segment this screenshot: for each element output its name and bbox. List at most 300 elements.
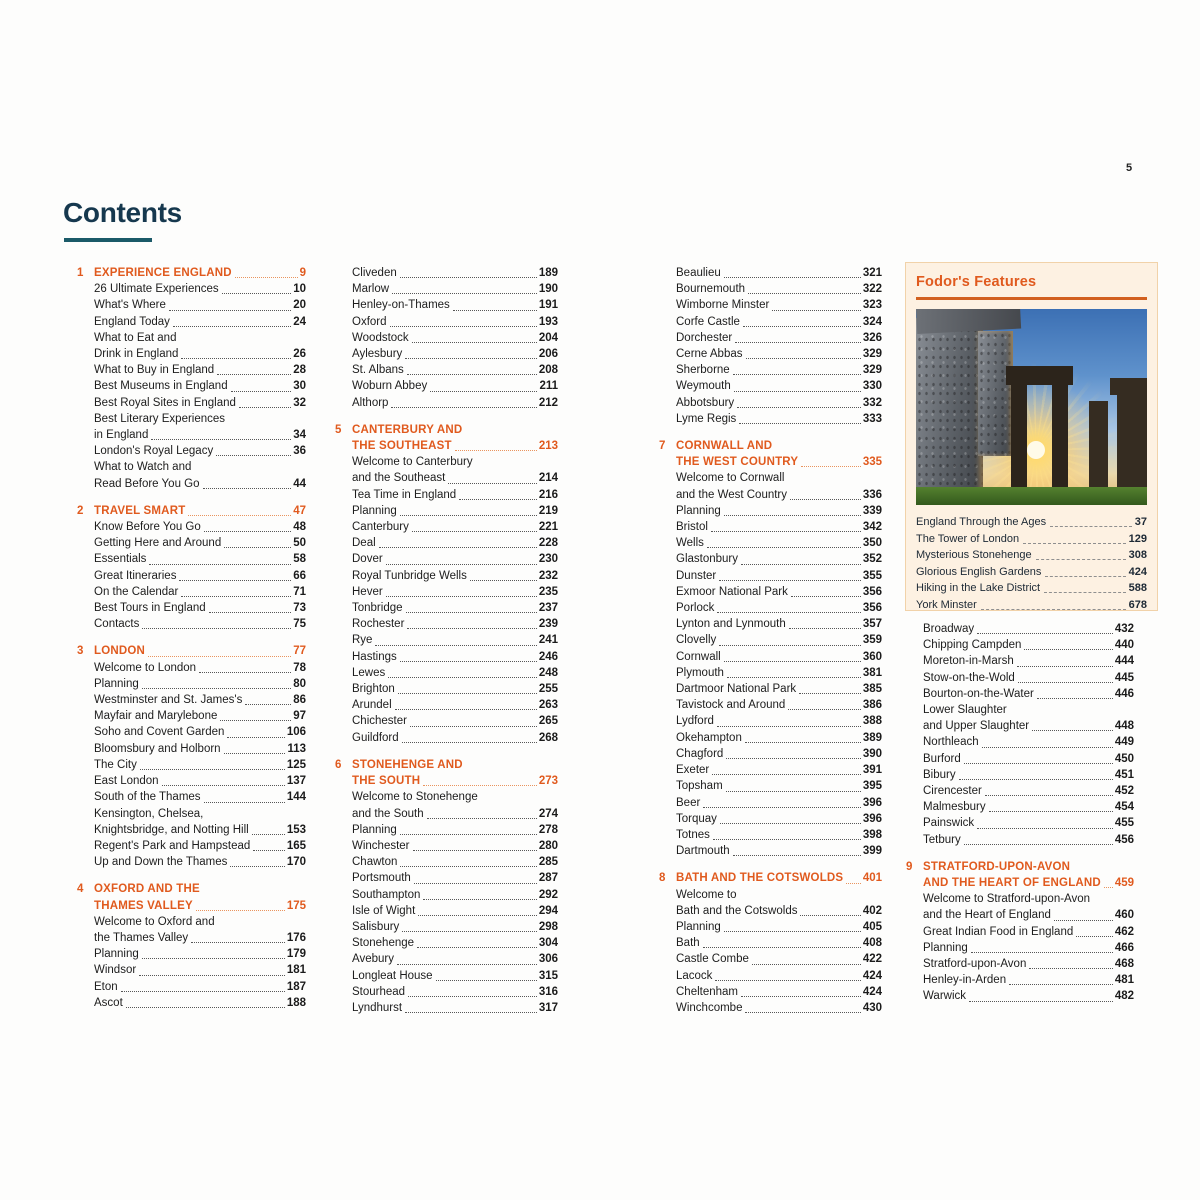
toc-entry-page-number: 332: [862, 396, 882, 409]
dotted-leader: [801, 466, 861, 467]
toc-entry: [676, 378, 882, 394]
toc-entry-page-number: 278: [538, 823, 558, 836]
toc-entry: [923, 637, 1134, 653]
toc-section-heading-label: THE SOUTHEAST: [352, 440, 452, 453]
toc-entry: [352, 838, 558, 854]
dotted-leader: [179, 580, 291, 581]
features-item-page-number: 129: [1128, 532, 1147, 545]
dotted-leader: [711, 531, 861, 532]
toc-entry-label: What to Eat and: [94, 331, 177, 344]
toc-entry-label: Longleat House: [352, 969, 433, 982]
toc-entry-page-number: 306: [538, 953, 558, 966]
toc-entry-page-number: 193: [538, 315, 558, 328]
dotted-leader: [726, 791, 861, 792]
toc-entry-page-number: 204: [538, 331, 558, 344]
dotted-leader: [400, 834, 537, 835]
dotted-leader: [741, 996, 861, 997]
toc-entry: [94, 395, 306, 411]
dotted-leader: [1029, 968, 1112, 969]
toc-entry-label: Soho and Covent Garden: [94, 726, 225, 739]
toc-entry: [352, 487, 558, 503]
toc-section-9: [906, 859, 1134, 1005]
toc-section-heading: [352, 438, 558, 454]
toc-entry-page-number: 66: [293, 569, 306, 582]
toc-section-heading: [77, 503, 306, 519]
toc-entry-label: Planning: [352, 823, 397, 836]
toc-entry-label: Guildford: [352, 731, 399, 744]
toc-entry-page-number: 10: [293, 283, 306, 296]
toc-entry: [94, 979, 306, 995]
toc-entry-page-number: 228: [538, 537, 558, 550]
toc-entry-page-number: 216: [538, 488, 558, 501]
dotted-leader: [1009, 984, 1113, 985]
toc-entry-label: Planning: [352, 504, 397, 517]
toc-entry: [352, 697, 558, 713]
toc-entry-page-number: 322: [862, 283, 882, 296]
toc-entry-page-number: 388: [862, 715, 882, 728]
dotted-leader: [1076, 936, 1113, 937]
toc-entry-page-number: 190: [538, 283, 558, 296]
dotted-leader: [149, 564, 291, 565]
toc-entry: [352, 935, 558, 951]
toc-entry-page-number: 97: [293, 710, 306, 723]
toc-entry-page-number: 232: [538, 569, 558, 582]
toc-entry: [352, 281, 558, 297]
dotted-leader: [220, 720, 291, 721]
toc-entry-label: Welcome to Canterbury: [352, 456, 473, 469]
toc-entry-label: England Today: [94, 315, 170, 328]
toc-entry-label: Cirencester: [923, 785, 982, 798]
toc-entry-page-number: 360: [862, 650, 882, 663]
dotted-leader: [1036, 559, 1126, 560]
toc-entry-label: Henley-on-Thames: [352, 299, 450, 312]
dotted-leader: [788, 709, 860, 710]
toc-entry-page-number: 445: [1114, 671, 1134, 684]
dotted-leader: [222, 293, 292, 294]
toc-entry-page-number: 356: [862, 602, 882, 615]
toc-entry-label: Bath and the Cotswolds: [676, 904, 798, 917]
toc-entry-label: Painswick: [923, 817, 975, 830]
toc-entry: [352, 919, 558, 935]
toc-entry-label: Welcome to London: [94, 661, 197, 674]
dotted-leader: [727, 677, 861, 678]
toc-entry-label: Windsor: [94, 964, 137, 977]
dotted-leader: [1037, 698, 1113, 699]
toc-entry: [676, 968, 882, 984]
toc-entry: [923, 686, 1134, 702]
toc-entry: [352, 330, 558, 346]
toc-entry-label: Regent's Park and Hampstead: [94, 839, 251, 852]
toc-entry: [94, 962, 306, 978]
toc-section-heading-page-number: 401: [862, 872, 882, 885]
toc-entry-label: Avebury: [352, 953, 394, 966]
toc-entry-page-number: 352: [862, 553, 882, 566]
toc-entry-label: Getting Here and Around: [94, 537, 222, 550]
features-item-label: The Tower of London: [916, 532, 1020, 545]
dotted-leader: [231, 391, 292, 392]
toc-entry: [923, 924, 1134, 940]
toc-section-heading-label: CORNWALL AND: [676, 440, 773, 453]
toc-entry-label: What's Where: [94, 299, 166, 312]
toc-entry-page-number: 381: [862, 666, 882, 679]
toc-entry: [923, 815, 1134, 831]
features-item: [916, 514, 1147, 531]
toc-entry: [352, 470, 558, 486]
toc-entry: [352, 503, 558, 519]
toc-entry-label: Tea Time in England: [352, 488, 457, 501]
toc-entry: [676, 713, 882, 729]
toc-entry-label: Up and Down the Thames: [94, 856, 228, 869]
toc-entry-label: Lynton and Lynmouth: [676, 618, 786, 631]
dotted-leader: [707, 547, 861, 548]
toc-entry-label: Bristol: [676, 521, 708, 534]
toc-entry-page-number: 165: [286, 839, 306, 852]
features-item-page-number: 308: [1128, 549, 1147, 561]
toc-entry-label: Planning: [94, 948, 139, 961]
toc-entry-label: and the West Country: [676, 488, 788, 501]
features-item: [916, 580, 1147, 597]
toc-entry-page-number: 221: [538, 521, 558, 534]
toc-entry-label: Woburn Abbey: [352, 380, 428, 393]
dotted-leader: [407, 374, 537, 375]
toc-entry: [94, 914, 306, 930]
toc-entry-label: Lower Slaughter: [923, 704, 1007, 717]
toc-entry-page-number: 294: [538, 904, 558, 917]
toc-entry-label: in England: [94, 429, 149, 442]
dotted-leader: [1104, 887, 1113, 888]
toc-entry-page-number: 385: [862, 683, 882, 696]
toc-entry: [676, 535, 882, 551]
toc-entry: [352, 854, 558, 870]
toc-entry: [352, 681, 558, 697]
dotted-leader: [735, 342, 861, 343]
toc-entry-page-number: 50: [293, 537, 306, 550]
toc-entry: [676, 1000, 882, 1016]
dotted-leader: [1018, 682, 1113, 683]
dotted-leader: [142, 958, 285, 959]
toc-entry-label: Cornwall: [676, 650, 721, 663]
toc-entry-page-number: 44: [293, 477, 306, 490]
toc-entry: [676, 919, 882, 935]
toc-entry-page-number: 329: [862, 348, 882, 361]
dotted-leader: [977, 828, 1113, 829]
dotted-leader: [719, 580, 861, 581]
dotted-leader: [224, 753, 286, 754]
toc-entry: [352, 600, 558, 616]
dotted-leader: [239, 407, 291, 408]
toc-section-heading-label: THE WEST COUNTRY: [676, 456, 799, 469]
toc-entry-page-number: 73: [293, 602, 306, 615]
toc-entry-page-number: 26: [293, 348, 306, 361]
toc-entry: [923, 783, 1134, 799]
dotted-leader: [726, 758, 861, 759]
dotted-leader: [800, 915, 860, 916]
toc-entry-page-number: 444: [1114, 655, 1134, 668]
dotted-leader: [397, 964, 537, 965]
dotted-leader: [1024, 649, 1112, 650]
toc-section-heading-page-number: 335: [862, 456, 882, 469]
dotted-leader: [402, 931, 537, 932]
toc-section-heading-label: TRAVEL SMART: [94, 504, 186, 517]
dotted-leader: [989, 811, 1113, 812]
toc-section-heading: [659, 438, 882, 454]
toc-section-heading-label: CANTERBURY AND: [352, 423, 463, 436]
toc-entry: [923, 751, 1134, 767]
toc-section-4: [77, 881, 306, 1011]
toc-entry-label: Brighton: [352, 683, 395, 696]
dotted-leader: [412, 342, 537, 343]
dotted-leader: [743, 326, 861, 327]
toc-entry-label: Lacock: [676, 969, 713, 982]
toc-entry-label: Warwick: [923, 990, 967, 1003]
dotted-leader: [713, 839, 861, 840]
toc-entry-page-number: 219: [538, 504, 558, 517]
toc-entry: [676, 487, 882, 503]
dotted-leader: [789, 628, 861, 629]
toc-entry-label: Stratford-upon-Avon: [923, 958, 1027, 971]
toc-column-2: [335, 265, 558, 1016]
toc-entry: [676, 811, 882, 827]
toc-entry: [352, 584, 558, 600]
toc-entry: [352, 887, 558, 903]
toc-entry-page-number: 32: [293, 396, 306, 409]
toc-entry-page-number: 402: [862, 904, 882, 917]
toc-entry: [676, 778, 882, 794]
toc-entry-label: Rochester: [352, 618, 405, 631]
toc-entry-label: Deal: [352, 537, 376, 550]
photo-right-post-2: [1117, 391, 1147, 487]
toc-entry: [676, 600, 882, 616]
dotted-leader: [151, 439, 291, 440]
dotted-leader: [386, 596, 537, 597]
toc-entry-label: Royal Tunbridge Wells: [352, 569, 467, 582]
dotted-leader: [423, 785, 537, 786]
toc-entry-page-number: 424: [862, 985, 882, 998]
toc-entry-page-number: 241: [538, 634, 558, 647]
toc-entry: [676, 632, 882, 648]
toc-entry-label: Broadway: [923, 623, 975, 635]
toc-entry: [676, 951, 882, 967]
toc-entry-page-number: 191: [538, 299, 558, 312]
fodors-features-box: [905, 262, 1158, 611]
toc-entry: [676, 519, 882, 535]
features-item-page-number: 588: [1128, 582, 1147, 594]
dotted-leader: [436, 980, 537, 981]
toc-entry-label: Rye: [352, 634, 373, 647]
toc-entry-page-number: 359: [862, 634, 882, 647]
dotted-leader: [470, 580, 537, 581]
toc-entry-label: Welcome to: [676, 888, 737, 901]
dotted-leader: [427, 818, 537, 819]
features-list: [916, 514, 1147, 613]
dotted-leader: [203, 488, 292, 489]
toc-section-heading-label: EXPERIENCE ENGLAND: [94, 267, 232, 279]
photo-center-post-right: [1052, 383, 1068, 487]
toc-section-continued: [676, 265, 882, 427]
toc-entry: [352, 730, 558, 746]
toc-entry-page-number: 398: [862, 828, 882, 841]
toc-entry-page-number: 321: [862, 267, 882, 279]
toc-entry-label: Wells: [676, 537, 704, 550]
toc-entry: [676, 984, 882, 1000]
toc-entry-label: Hastings: [352, 650, 397, 663]
toc-entry: [352, 789, 558, 805]
toc-entry-page-number: 466: [1114, 941, 1134, 954]
toc-entry: [352, 903, 558, 919]
dotted-leader: [455, 450, 537, 451]
toc-section-6: [335, 757, 558, 1016]
toc-entry-page-number: 468: [1114, 958, 1134, 971]
toc-entry: [676, 551, 882, 567]
toc-entry: [676, 935, 882, 951]
toc-section-continued: [923, 621, 1134, 848]
dotted-leader: [741, 564, 861, 565]
toc-entry-page-number: 212: [538, 396, 558, 409]
toc-section-5: [335, 422, 558, 746]
chapter-number: 2: [77, 504, 84, 517]
toc-entry-label: Okehampton: [676, 731, 742, 744]
toc-section-heading: [906, 859, 1134, 875]
toc-entry: [676, 281, 882, 297]
dotted-leader: [982, 747, 1113, 748]
toc-entry: [923, 702, 1134, 718]
toc-entry: [352, 968, 558, 984]
dotted-leader: [1054, 920, 1113, 921]
dotted-leader: [703, 807, 861, 808]
toc-entry-page-number: 48: [293, 521, 306, 534]
dotted-leader: [224, 547, 291, 548]
dotted-leader: [752, 964, 861, 965]
photo-stone-left-large: [916, 317, 983, 505]
toc-entry-page-number: 389: [862, 731, 882, 744]
toc-entry: [94, 584, 306, 600]
chapter-number: 4: [77, 883, 84, 896]
dotted-leader: [720, 823, 861, 824]
toc-entry-label: Planning: [676, 504, 721, 517]
toc-entry-page-number: 424: [862, 969, 882, 982]
toc-entry: [94, 411, 306, 427]
toc-entry-page-number: 481: [1114, 974, 1134, 987]
toc-entry-label: and Upper Slaughter: [923, 720, 1030, 733]
toc-entry-page-number: 449: [1114, 736, 1134, 749]
dotted-leader: [969, 1001, 1113, 1002]
toc-entry: [676, 411, 882, 427]
dotted-leader: [386, 564, 537, 565]
dotted-leader: [734, 391, 861, 392]
toc-entry: [676, 730, 882, 746]
dotted-leader: [142, 628, 291, 629]
features-item: [916, 531, 1147, 548]
toc-entry: [94, 519, 306, 535]
toc-entry-page-number: 350: [862, 537, 882, 550]
toc-entry-label: Southampton: [352, 888, 421, 901]
toc-entry-page-number: 113: [287, 742, 306, 755]
toc-section-heading: [77, 881, 306, 897]
dotted-leader: [412, 531, 537, 532]
toc-entry-label: What to Watch and: [94, 461, 192, 474]
toc-entry-page-number: 324: [862, 315, 882, 328]
toc-entry-label: Arundel: [352, 699, 392, 712]
toc-section-heading: [77, 265, 306, 281]
toc-entry: [94, 806, 306, 822]
toc-entry-page-number: 125: [286, 758, 306, 771]
toc-entry: [352, 1000, 558, 1016]
toc-entry: [352, 870, 558, 886]
toc-entry-page-number: 454: [1114, 801, 1134, 814]
toc-entry-page-number: 265: [538, 715, 558, 728]
dotted-leader: [724, 931, 861, 932]
toc-entry-label: Beaulieu: [676, 267, 721, 279]
toc-entry-page-number: 36: [293, 445, 306, 458]
toc-section-heading-label: BATH AND THE COTSWOLDS: [676, 872, 844, 885]
toc-section-heading: [335, 757, 558, 773]
dotted-leader: [188, 515, 291, 516]
dotted-leader: [977, 633, 1113, 634]
toc-section-heading: [923, 875, 1134, 891]
toc-section-heading: [659, 870, 882, 886]
toc-entry-page-number: 189: [538, 267, 558, 279]
toc-entry-label: Lydford: [676, 715, 714, 728]
dotted-leader: [964, 844, 1113, 845]
dotted-leader: [1044, 592, 1126, 593]
toc-entry-page-number: 339: [862, 504, 882, 517]
toc-entry-label: Castle Combe: [676, 953, 749, 966]
toc-entry-label: Totnes: [676, 828, 710, 841]
toc-entry-label: Drink in England: [94, 348, 179, 361]
toc-entry-label: Welcome to Cornwall: [676, 472, 785, 485]
toc-entry-label: Corfe Castle: [676, 315, 740, 328]
toc-entry: [676, 568, 882, 584]
dotted-leader: [253, 850, 285, 851]
chapter-number: 5: [335, 423, 342, 436]
toc-entry-page-number: 181: [286, 964, 306, 977]
toc-entry-page-number: 176: [286, 931, 306, 944]
dotted-leader: [703, 947, 861, 948]
toc-entry-page-number: 248: [538, 666, 558, 679]
toc-entry: [94, 314, 306, 330]
toc-entry: [352, 806, 558, 822]
toc-entry: [94, 600, 306, 616]
toc-entry-label: Great Indian Food in England: [923, 925, 1074, 938]
features-item-page-number: 424: [1128, 565, 1147, 578]
toc-entry: [676, 795, 882, 811]
toc-entry-label: Bloomsbury and Holborn: [94, 742, 221, 755]
toc-section-heading-page-number: 213: [538, 440, 558, 453]
toc-entry-label: the Thames Valley: [94, 931, 189, 944]
features-item-page-number: 678: [1128, 598, 1147, 611]
toc-entry-page-number: 342: [862, 521, 882, 534]
toc-entry-page-number: 482: [1114, 990, 1134, 1003]
dotted-leader: [191, 942, 285, 943]
dotted-leader: [748, 293, 861, 294]
toc-entry: [352, 665, 558, 681]
toc-entry: [352, 314, 558, 330]
toc-entry: [94, 330, 306, 346]
toc-entry: [352, 346, 558, 362]
toc-entry: [676, 297, 882, 313]
toc-entry-page-number: 456: [1114, 833, 1134, 846]
chapter-number: 8: [659, 872, 666, 885]
toc-entry: [94, 724, 306, 740]
toc-entry: [94, 297, 306, 313]
toc-entry-page-number: 28: [293, 364, 306, 377]
toc-entry: [676, 697, 882, 713]
dotted-leader: [173, 326, 291, 327]
chapter-number: 1: [77, 267, 84, 279]
toc-entry-label: Chawton: [352, 856, 398, 869]
toc-entry-label: Best Literary Experiences: [94, 412, 226, 425]
toc-entry-page-number: 446: [1114, 687, 1134, 700]
